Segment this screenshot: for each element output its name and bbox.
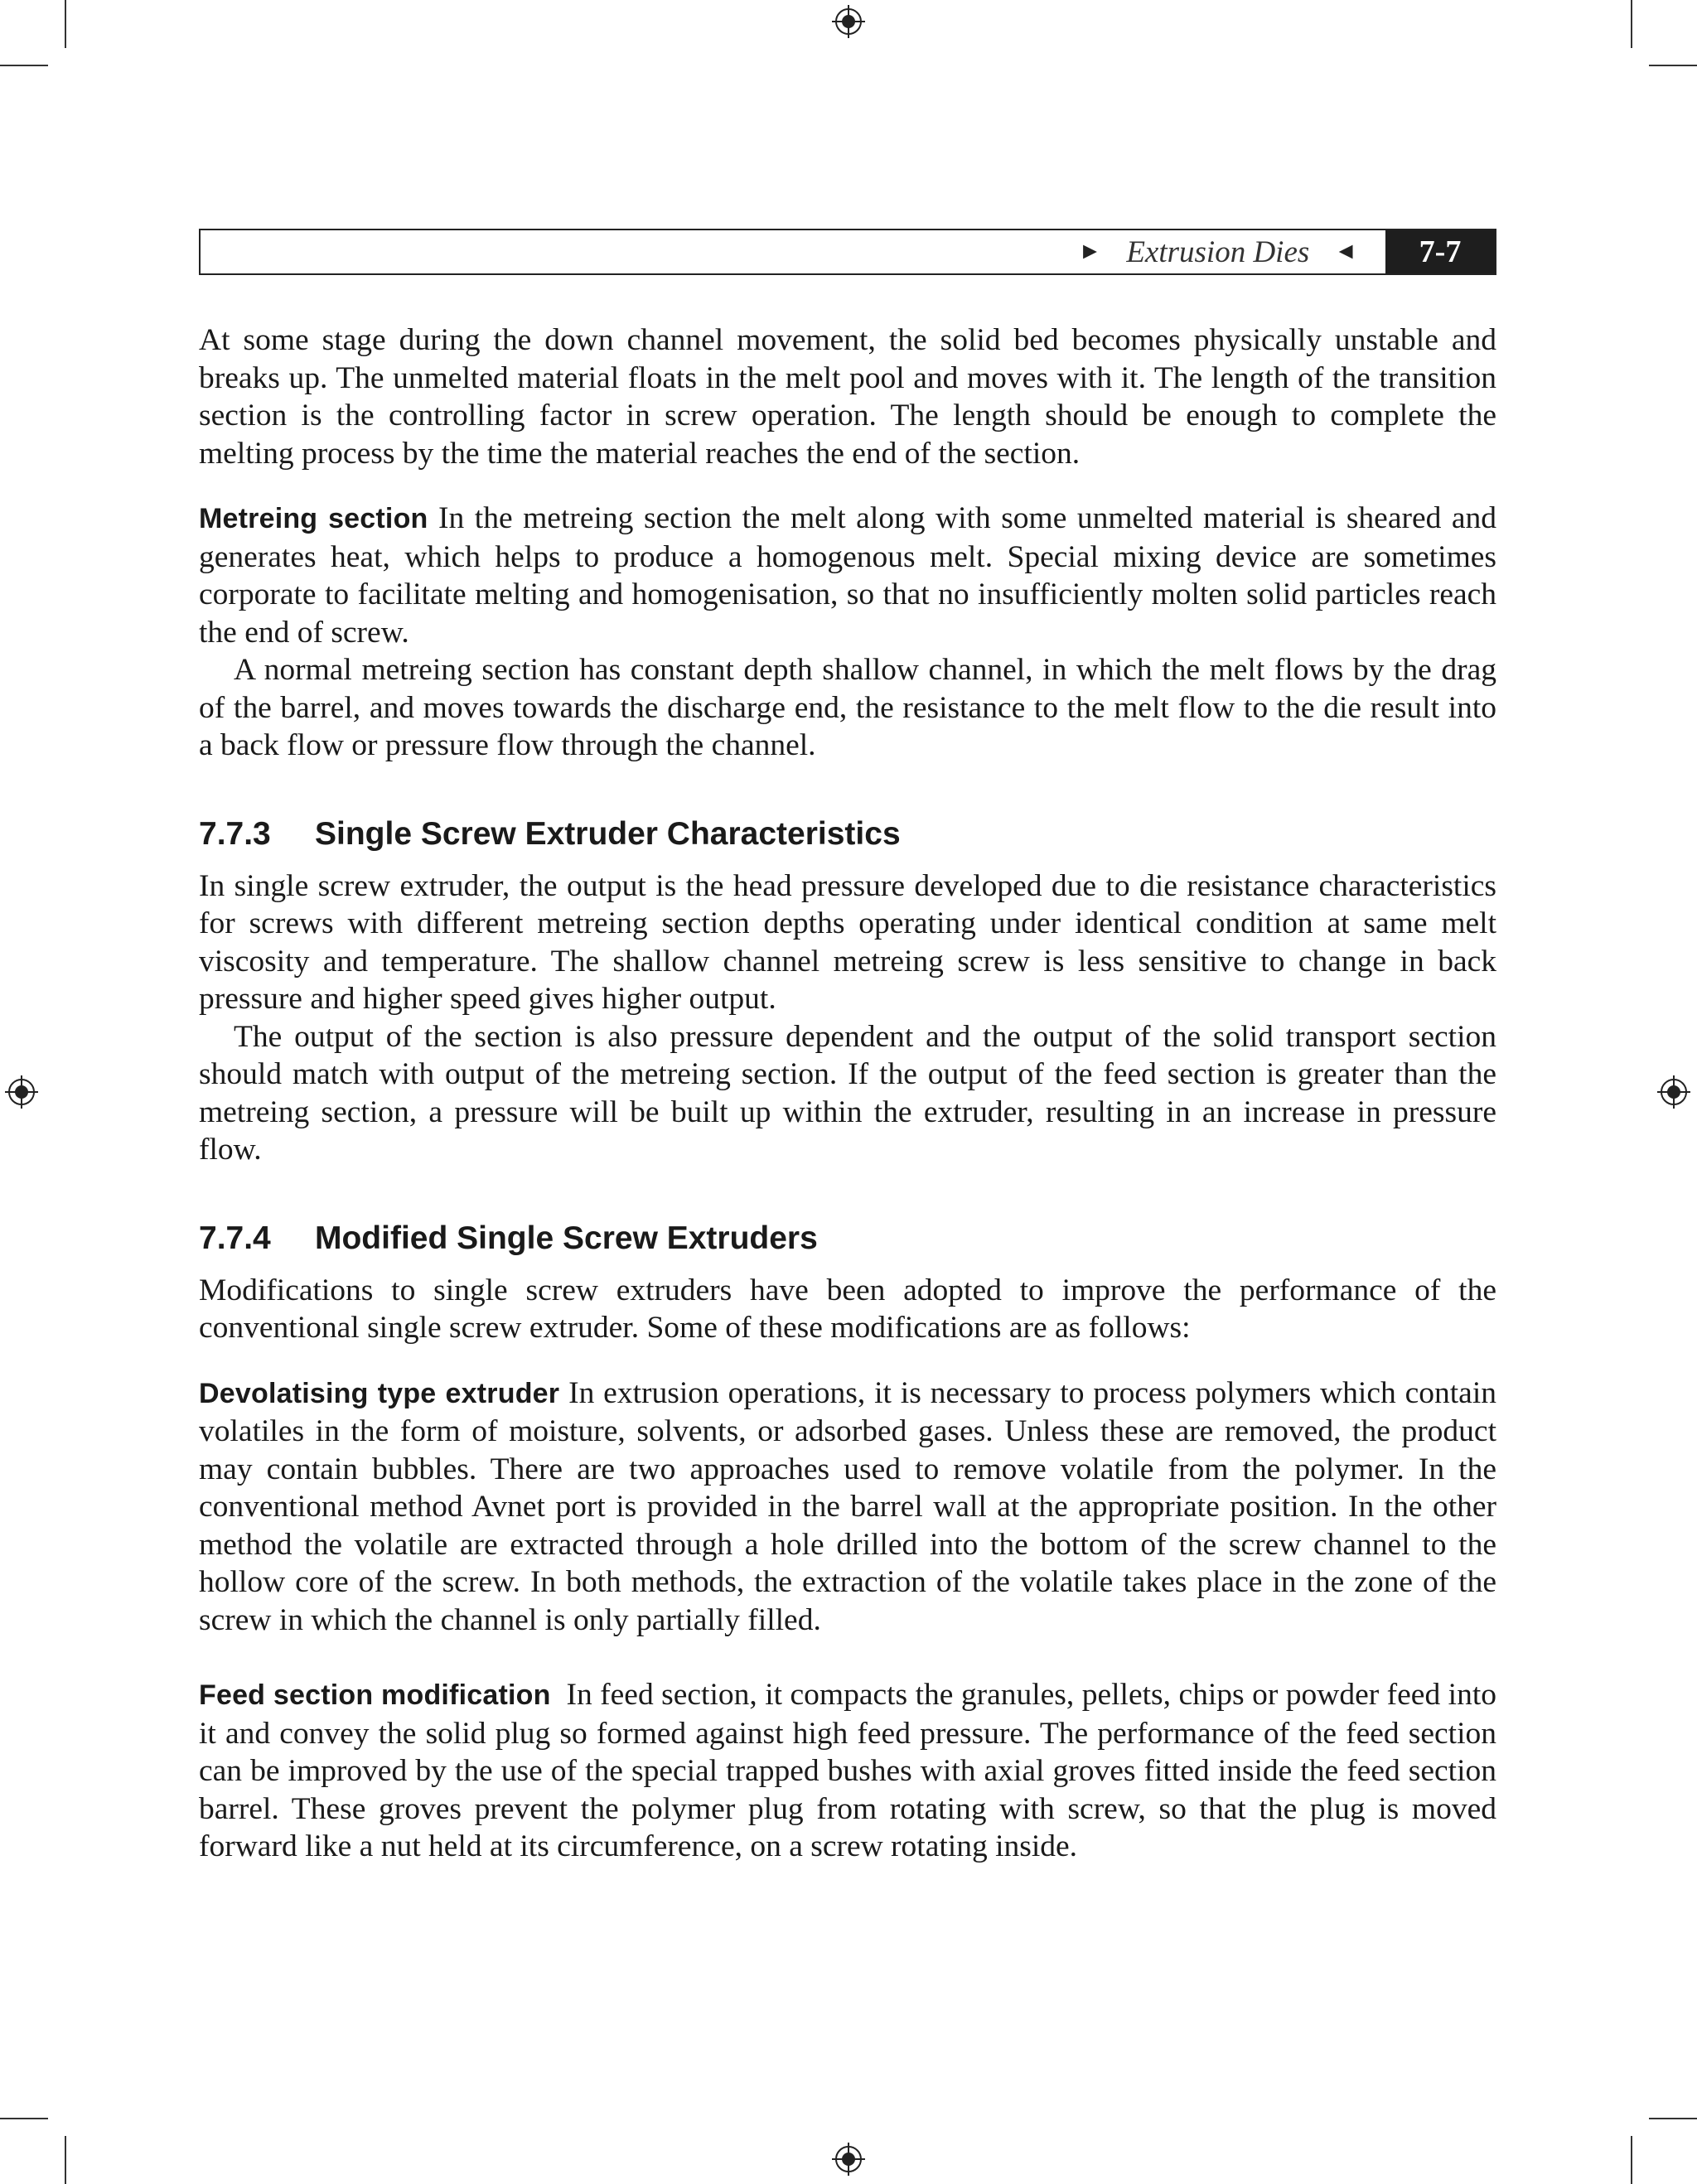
section-title: Single Screw Extruder Characteristics [315, 815, 901, 852]
triangle-left-icon: ◄ [1334, 239, 1357, 264]
paragraph-metreing-normal: A normal metreing section has constant depth shallow channel, in which the melt flows by the drag of the barrel, and moves towards the discharge end, the resistance to the melt flow to the die result into a back flow or pressure flow through the channel. [199, 653, 1496, 762]
crop-mark-bottom-left-v [65, 2136, 66, 2184]
section-heading-7-7-4 [199, 1219, 1496, 1259]
section-number: 7.7.3 [199, 815, 271, 852]
run-in-heading-metreing: Metreing section [199, 503, 428, 534]
paragraph-characteristics-2: The output of the section is also pressure dependent and the output of the solid transport section should match with output of the metreing section. If the output of the feed section is greater than the metreing section, a pressure will be built up within the extruder, resulting in an increase in pressure flow. [199, 1019, 1496, 1167]
crop-mark-bottom-left-h [0, 2118, 48, 2119]
crop-mark-top-right-h [1649, 65, 1697, 66]
triangle-right-icon: ► [1078, 239, 1102, 264]
crop-mark-top-right-v [1631, 0, 1632, 48]
crop-mark-top-left-v [65, 0, 66, 48]
paragraph-characteristics-1: In single screw extruder, the output is the head pressure developed due to die resistance characteristics for screws with different metreing section depths operating under identical condition at same melt viscosity and temperature. The shallow channel metreing screw is less sensitive to change in back pressure and higher speed gives higher output. [199, 868, 1496, 1016]
feed-body: In feed section, it compacts the granules, pellets, chips or powder feed into it and convey the solid plug so formed against high feed pressure. The performance of the feed section can be improved by the use of the special trapped bushes with axial groves fitted inside the feed section barrel. These groves prevent the polymer plug from rotating with screw, so that the plug is moved forward like a nut held at its circumference, on a screw rotating inside. [199, 1678, 1497, 1863]
crop-mark-top-left-h [0, 65, 48, 66]
registration-mark-bottom-icon [832, 2143, 865, 2176]
registration-mark-right-icon [1657, 1075, 1690, 1109]
paragraph-devolatising [199, 1375, 1496, 1640]
paragraph-feed-section [199, 1676, 1496, 1866]
section-heading-7-7-3 [199, 814, 1496, 854]
paragraph-metreing [199, 500, 1496, 651]
registration-mark-top-icon [832, 5, 865, 38]
page-number: 7-7 [1385, 230, 1495, 273]
metreing-body: In the metreing section the melt along with some unmelted material is sheared and generates heat, which helps to produce a homogenous melt. Special mixing device are sometimes corporate to facilitate melting and homogenisation, so that no insufficiently molten solid particles reach the end of screw. [199, 501, 1497, 650]
page-body [199, 321, 1496, 1866]
run-in-heading-devolatising: Devolatising type extruder [199, 1377, 560, 1409]
crop-mark-bottom-right-v [1631, 2136, 1632, 2184]
run-in-heading-feed: Feed section modification [199, 1679, 551, 1711]
registration-mark-left-icon [5, 1075, 38, 1109]
paragraph-modifications: Modifications to single screw extruders have been adopted to improve the performance of the conventional single screw extruder. Some of these modifications are as follows: [199, 1273, 1496, 1345]
running-header [199, 229, 1496, 275]
paragraph-transition: At some stage during the down channel movement, the solid bed becomes physically unstable and breaks up. The unmelted material floats in the melt pool and moves with it. The length of the transition section is the controlling factor in screw operation. The length should be enough to complete the melting process by the time the material reaches the end of the section. [199, 323, 1496, 471]
running-title: Extrusion Dies [1126, 234, 1310, 269]
section-number: 7.7.4 [199, 1220, 271, 1256]
devolatising-body: In extrusion operations, it is necessary to process polymers which contain volatiles in the form of moisture, solvents, or adsorbed gases. Unless these are removed, the product may contain bubbles. There are two approaches used to remove volatile from the polymer. In the conventional method Avnet port is provided in the barrel wall at the appropriate position. In the other method the volatile are extracted through a hole drilled into the bottom of the screw channel to the hollow core of the screw. In both methods, the extraction of the volatile takes place in the zone of the screw in which the channel is only partially filled. [199, 1375, 1496, 1637]
crop-mark-bottom-right-h [1649, 2118, 1697, 2119]
running-title-group [1079, 234, 1385, 270]
section-title: Modified Single Screw Extruders [315, 1220, 818, 1256]
